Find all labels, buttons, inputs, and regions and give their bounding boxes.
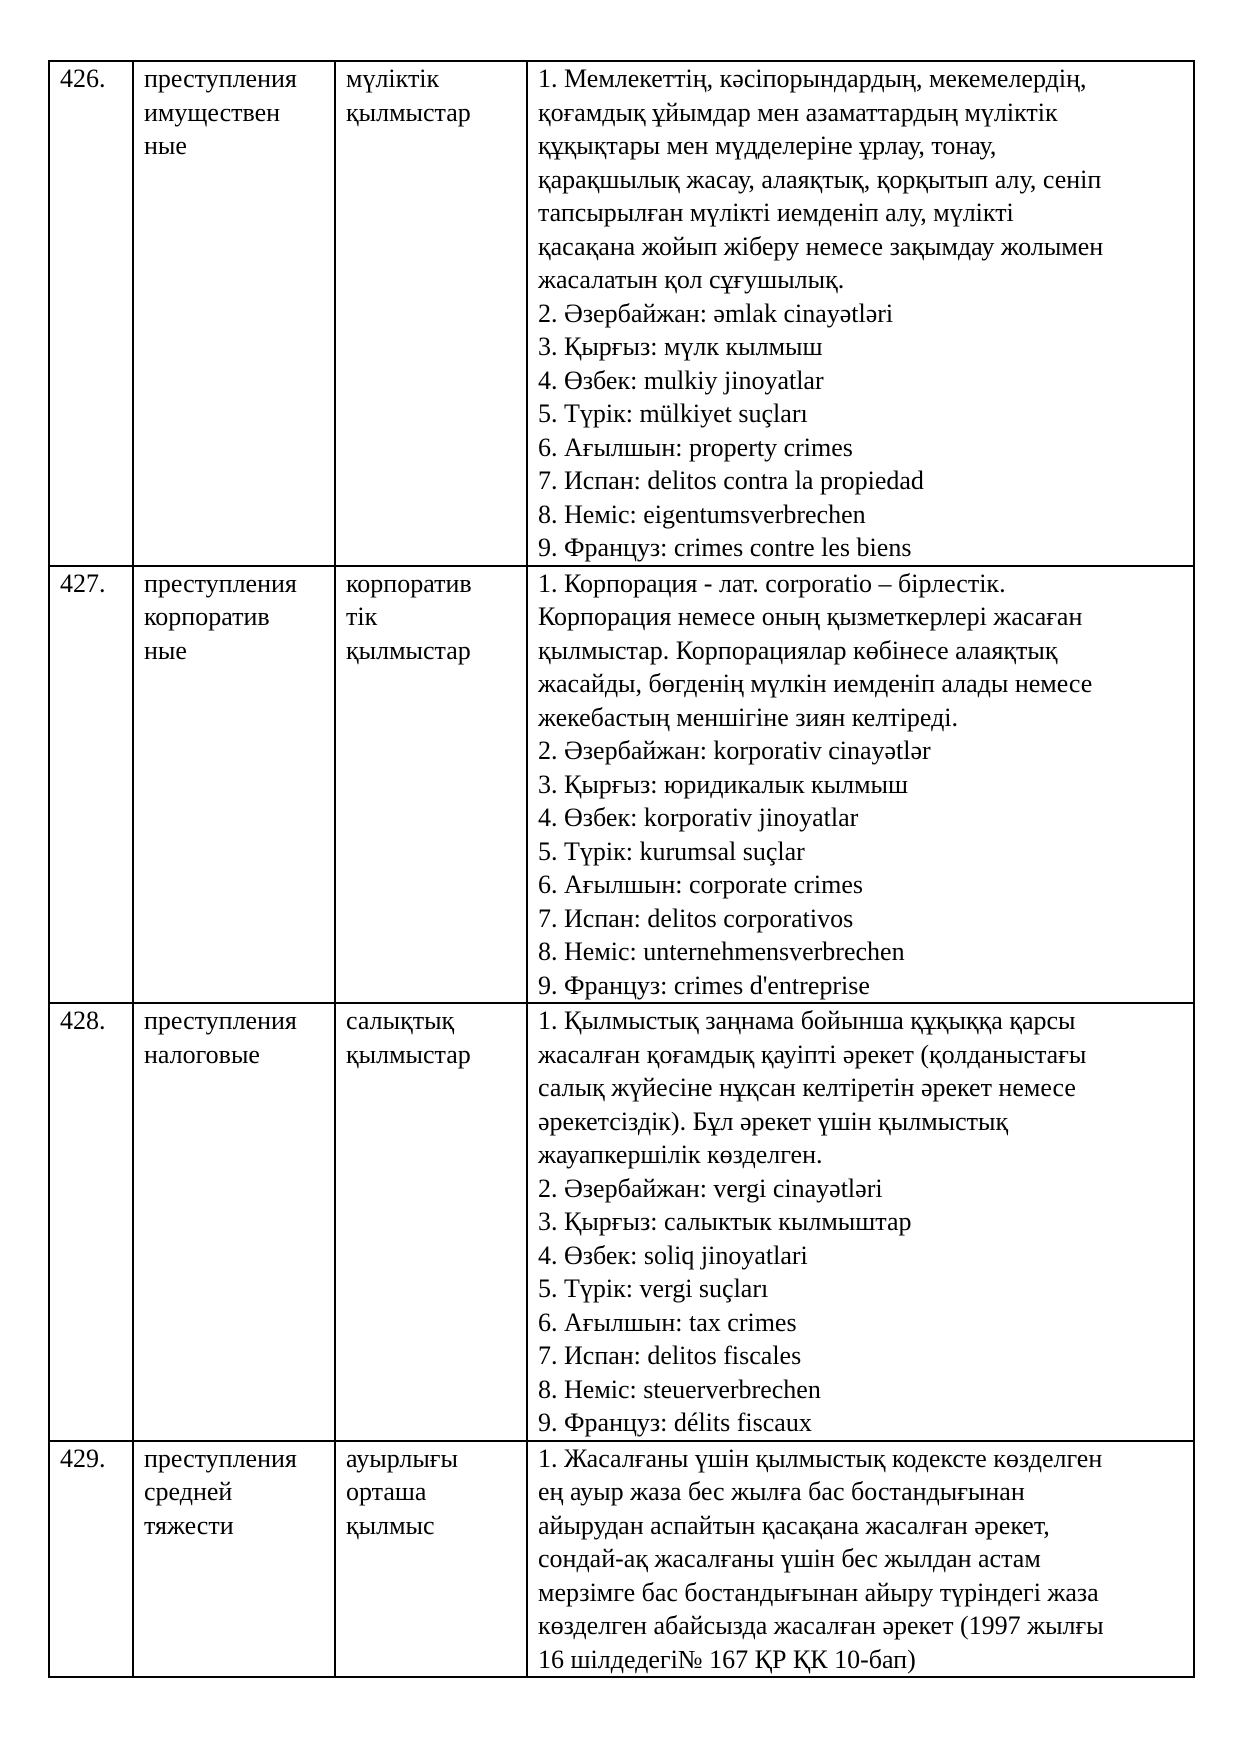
definition-line: қоғамдық ұйымдар мен азаматтардың мүліктік (538, 97, 1058, 127)
table-row (49, 566, 1194, 1004)
russian-term-line: тяжести (144, 1510, 234, 1540)
definition-line: сондай-ақ жасалғаны үшін бес жылдан астам (538, 1544, 1041, 1573)
translation-line: 7. Испан: delitos corporativos (538, 903, 854, 933)
kazakh-term-line: корпоратив (346, 568, 472, 598)
russian-term-cell (133, 1003, 335, 1441)
definition-line: қылмыстар. Корпорациялар көбінесе алаяқтық (538, 635, 1058, 665)
translation-line: 9. Француз: crimes contre les biens (538, 533, 912, 562)
translation-line: 4. Өзбек: mulkiy jinoyatlar (538, 365, 824, 395)
definition-line: жасалатын қол сұғушылық. (538, 265, 845, 294)
definition-cell (527, 1003, 1194, 1441)
definition-line: айырудан аспайтын қасақана жасалған әрекет, (538, 1510, 1050, 1540)
translation-line: 5. Түрік: kurumsal suçlar (538, 836, 805, 866)
russian-term-line: преступления (144, 568, 297, 598)
russian-term-line: корпоратив (144, 602, 270, 631)
entry-number: 426. (60, 64, 106, 93)
translation-line: 3. Қырғыз: юридикалык кылмыш (538, 769, 909, 799)
russian-term-cell (133, 1441, 335, 1678)
glossary-table (48, 60, 1195, 1678)
kazakh-term-line: мүліктік (346, 64, 440, 93)
kazakh-term-cell (335, 1441, 527, 1678)
translation-line: 6. Ағылшын: property crimes (538, 432, 853, 462)
russian-term-line: средней (144, 1477, 233, 1506)
translation-line: 8. Неміс: unternehmensverbrechen (538, 937, 905, 966)
kazakh-term-line: қылмыстар (346, 635, 471, 665)
definition-line: қасақана жойып жіберу немесе зақымдау жолымен (538, 231, 1104, 261)
definition-line: мерзімге бас бостандығынан айыру түріндегі жаза (538, 1577, 1099, 1607)
kazakh-term-line: қылмыстар (346, 1039, 471, 1069)
definition-line: Корпорация немесе оның қызметкерлері жасаған (538, 602, 1083, 631)
russian-term-line: преступления (144, 64, 297, 93)
russian-term-cell (133, 566, 335, 1004)
definition-cell (527, 61, 1194, 566)
translation-line: 7. Испан: delitos contra la propiedad (538, 466, 924, 495)
kazakh-term-line: тік (346, 602, 378, 631)
translation-line: 2. Әзербайжан: korporativ cinayətlər (538, 736, 931, 765)
kazakh-term-line: ауырлығы (346, 1443, 458, 1473)
entry-number-cell (49, 1003, 133, 1441)
definition-line: жауапкершілік көзделген. (538, 1140, 823, 1169)
russian-term-line: имуществен (144, 97, 281, 127)
translation-line: 4. Өзбек: soliq jinoyatlari (538, 1240, 808, 1270)
russian-term-line: преступления (144, 1443, 297, 1473)
definition-line: жекебастың меншігіне зиян келтіреді. (538, 702, 959, 732)
translation-line: 2. Әзербайжан: əmlak cinayətləri (538, 298, 894, 328)
translation-line: 6. Ағылшын: corporate crimes (538, 870, 863, 899)
kazakh-term-line: қылмыстар (346, 97, 471, 127)
entry-number-cell (49, 61, 133, 566)
kazakh-term-line: қылмыс (346, 1510, 435, 1540)
russian-term-cell (133, 61, 335, 566)
russian-term-line: преступления (144, 1006, 297, 1035)
kazakh-term-cell (335, 1003, 527, 1441)
translation-line: 3. Қырғыз: салыктык кылмыштар (538, 1207, 912, 1236)
definition-line: 16 шілдедегі№ 167 ҚР ҚК 10-бап) (538, 1644, 916, 1674)
entry-number-cell (49, 566, 133, 1004)
definition-line: 1. Қылмыстық заңнама бойынша құқыққа қарсы (538, 1006, 1076, 1035)
translation-line: 7. Испан: delitos fiscales (538, 1341, 802, 1370)
definition-line: ең ауыр жаза бес жылға бас бостандығынан (538, 1477, 1025, 1506)
translation-line: 6. Ағылшын: tax crimes (538, 1307, 797, 1337)
translation-line: 2. Әзербайжан: vergi cinayətləri (538, 1173, 883, 1203)
translation-line: 5. Түрік: mülkiyet suçları (538, 399, 808, 428)
translation-line: 8. Неміс: eigentumsverbrechen (538, 499, 866, 529)
entry-number: 429. (60, 1443, 106, 1473)
kazakh-term-line: орташа (346, 1477, 427, 1506)
definition-line: әрекетсіздік). Бұл әрекет үшін қылмыстық (538, 1106, 1009, 1136)
definition-line: көзделген абайсызда жасалған әрекет (1997 жылғы (538, 1611, 1104, 1640)
table-row (49, 61, 1194, 566)
table-row (49, 1003, 1194, 1441)
definition-line: жасайды, бөгденің мүлкін иемденіп алады немесе (538, 669, 1093, 698)
translation-line: 3. Қырғыз: мүлк кылмыш (538, 332, 823, 361)
entry-number-cell (49, 1441, 133, 1678)
translation-line: 5. Түрік: vergi suçları (538, 1274, 769, 1303)
kazakh-term-cell (335, 566, 527, 1004)
definition-line: 1. Жасалғаны үшін қылмыстық кодексте көзделген (538, 1443, 1103, 1473)
table-row (49, 1441, 1194, 1678)
translation-line: 4. Өзбек: korporativ jinoyatlar (538, 803, 859, 832)
translation-line: 9. Француз: délits fiscaux (538, 1408, 812, 1437)
definition-line: 1. Мемлекеттің, кәсіпорындардың, мекемелердің, (538, 64, 1087, 93)
definition-line: тапсырылған мүлікті иемденіп алу, мүлікті (538, 198, 1014, 227)
russian-term-line: ные (144, 131, 187, 160)
translation-line: 8. Неміс: steuerverbrechen (538, 1374, 821, 1404)
russian-term-line: налоговые (144, 1039, 260, 1069)
translation-line: 9. Француз: crimes d'entreprise (538, 970, 870, 1000)
definition-line: жасалған қоғамдық қауіпті әрекет (қолданыстағы (538, 1039, 1087, 1069)
russian-term-line: ные (144, 635, 187, 665)
definition-cell (527, 1441, 1194, 1678)
entry-number: 428. (60, 1006, 106, 1035)
definition-line: салық жүйесіне нұқсан келтіретін әрекет немесе (538, 1073, 1076, 1102)
definition-line: құқықтары мен мүдделеріне ұрлау, тонау, (538, 131, 997, 160)
definition-cell (527, 566, 1194, 1004)
definition-line: 1. Корпорация - лат. corporatio – бірлестік. (538, 568, 1006, 598)
kazakh-term-cell (335, 61, 527, 566)
kazakh-term-line: салықтық (346, 1006, 455, 1035)
glossary-body (49, 61, 1194, 1677)
definition-line: қарақшылық жасау, алаяқтық, қорқытып алу, сеніп (538, 164, 1102, 194)
entry-number: 427. (60, 568, 106, 598)
